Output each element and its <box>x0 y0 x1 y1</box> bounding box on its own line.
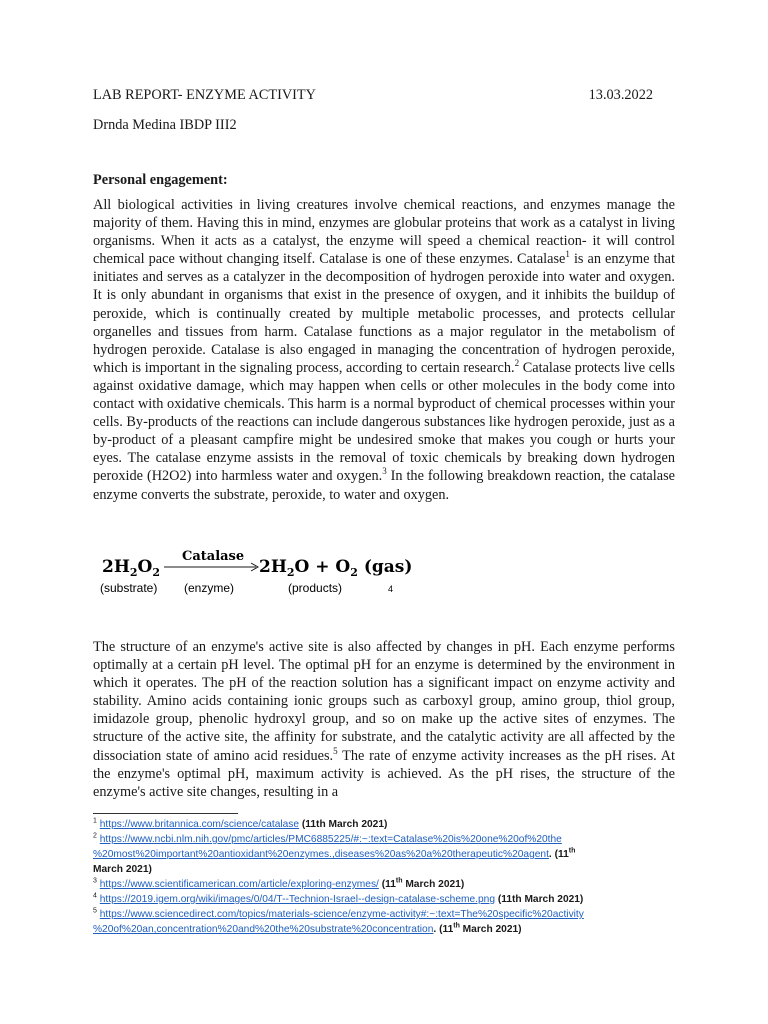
report-header <box>93 87 653 104</box>
caption-products: (products) <box>288 581 343 595</box>
footnote-ref-2[interactable]: 2 <box>514 358 520 369</box>
paragraph-text: Catalase protects live cells against oxidative damage, which may happen when cells or other molecules in the body come into contact with oxidative chemicals. This harm is a normal byproduct of chemical processes within your cells. By-products of the reactions can include dangerous substances like hydrogen peroxide, just as a by-product of a pleasant campfire might be undesired smoke that makes you cough or hurts your eyes. The catalase enzyme assists in the removal of toxic chemicals by breaking down hydrogen peroxide (H2O2) into harmless water and oxygen. <box>93 359 675 485</box>
footnote-mark: 1 <box>93 817 97 825</box>
footnote-ref-1[interactable]: 1 <box>565 249 570 260</box>
caption-substrate: (substrate) <box>100 581 158 595</box>
footnote-5-continued <box>93 922 693 937</box>
footnotes <box>93 817 693 937</box>
caption-enzyme: (enzyme) <box>184 581 235 595</box>
footnote-date: (11th March 2021) <box>495 894 584 905</box>
paragraph-text: The rate of enzyme activity increases as the pH rises. At the enzyme's optimal pH, maximum activity is achieved. As the pH rises, the structure of the enzyme's active site changes, resulting in a <box>93 747 675 800</box>
footnote-date: . (11th <box>548 847 576 860</box>
footnote-link[interactable]: %20of%20an,concentration%20and%20the%20substrate%20concentration <box>93 924 434 935</box>
footnote-link[interactable]: https://www.britannica.com/science/catalase <box>99 819 300 830</box>
footnote-link[interactable]: https://www.sciencedirect.com/topics/materials-science/enzyme-activity#:~:text=The%20specific%20activity <box>99 909 584 920</box>
footnote-3 <box>93 877 693 892</box>
footnote-date: (11th March 2021) <box>378 877 465 890</box>
equation-catalyst: Catalase <box>182 549 245 564</box>
footnote-2 <box>93 832 693 847</box>
footnote-ref-3[interactable]: 3 <box>382 466 387 477</box>
footnote-mark: 3 <box>93 877 97 885</box>
section-heading: Personal engagement: <box>93 172 228 188</box>
footnote-ref-4[interactable]: 4 <box>388 584 394 594</box>
equation-products: $2H_2O + O_2$ (gas) <box>259 557 413 579</box>
paragraph-ph-effect <box>93 638 675 801</box>
footnote-mark: 4 <box>93 892 97 900</box>
report-title: LAB REPORT- ENZYME ACTIVITY <box>93 87 316 103</box>
paragraph-personal-engagement <box>93 196 675 504</box>
footnote-5 <box>93 907 693 922</box>
footnote-date: (11th March 2021) <box>299 819 388 830</box>
footnote-mark: 2 <box>93 832 97 840</box>
footnote-2-continued <box>93 847 693 862</box>
paragraph-text: is an enzyme that initiates and serves as a catalyzer in the decomposition of hydrogen peroxide into water and oxygen. It is only abundant in organisms that exist in the presence of oxygen, and it inhibits the buildup of peroxide, which is continually created by multiple metabolic processes, and protects cellular organelles and tissues from harm. Catalase functions as a major regulator in the metabolism of hydrogen peroxide. Catalase is also engaged in managing the concentration of hydrogen peroxide, which is important in the signaling process, according to certain research. <box>93 251 675 376</box>
paragraph-text: All biological activities in living creatures involve chemical reactions, and enzymes manage the majority of them. Having this in mind, enzymes are globular proteins that work as a catalyst in living organisms. When it acts as a catalyst, the enzyme will speed a chemical reaction- it will control chemical pace without changing itself. Catalase is one of these enzymes. Catalase <box>93 197 675 268</box>
footnote-link[interactable]: https://www.ncbi.nlm.nih.gov/pmc/articles/PMC6885225/#:~:text=Catalase%20is%20one%20of%20the <box>99 834 562 845</box>
equation-reactant: $2H_2O_2$ <box>102 557 161 579</box>
footnote-link[interactable]: https://2019.igem.org/wiki/images/0/04/T--Technion-Israel--design-catalase-scheme.png <box>99 894 495 905</box>
footnote-mark: 5 <box>93 907 97 915</box>
footnote-ref-5[interactable]: 5 <box>333 745 338 756</box>
author-line: Drnda Medina IBDP III2 <box>93 117 237 133</box>
catalase-reaction-equation <box>100 548 413 600</box>
paragraph-text: In the following breakdown reaction, the catalase enzyme converts the substrate, peroxide, to water and oxygen. <box>93 468 675 503</box>
footnote-link[interactable]: %20most%20important%20antioxidant%20enzymes.,diseases%20as%20a%20therapeutic%20agent <box>93 849 549 860</box>
footnote-date: . (11th March 2021) <box>433 922 522 935</box>
footnote-link[interactable]: https://www.scientificamerican.com/article/exploring-enzymes/ <box>99 879 379 890</box>
paragraph-text: The structure of an enzyme's active site is also affected by changes in pH. Each enzyme performs optimally at a certain pH level. The optimal pH for an enzyme is determined by the environment in which it operates. The pH of the reaction solution has a significant impact on enzyme activity and stability. Amino acids containing ionic groups such as carboxyl group, amino group, thiol group, imidazole group, phenolic hydroxyl group, and so on make up the active sites of enzymes. The structure of the active site, the affinity for substrate, and the catalytic activity are all affected by the dissociation state of amino acid residues. <box>93 639 675 764</box>
footnote-4 <box>93 892 693 907</box>
report-date: 13.03.2022 <box>588 87 653 103</box>
footnote-2-date <box>93 862 693 877</box>
footnote-1 <box>93 817 693 832</box>
footnote-date: March 2021) <box>93 864 152 875</box>
footnote-separator <box>93 813 238 814</box>
